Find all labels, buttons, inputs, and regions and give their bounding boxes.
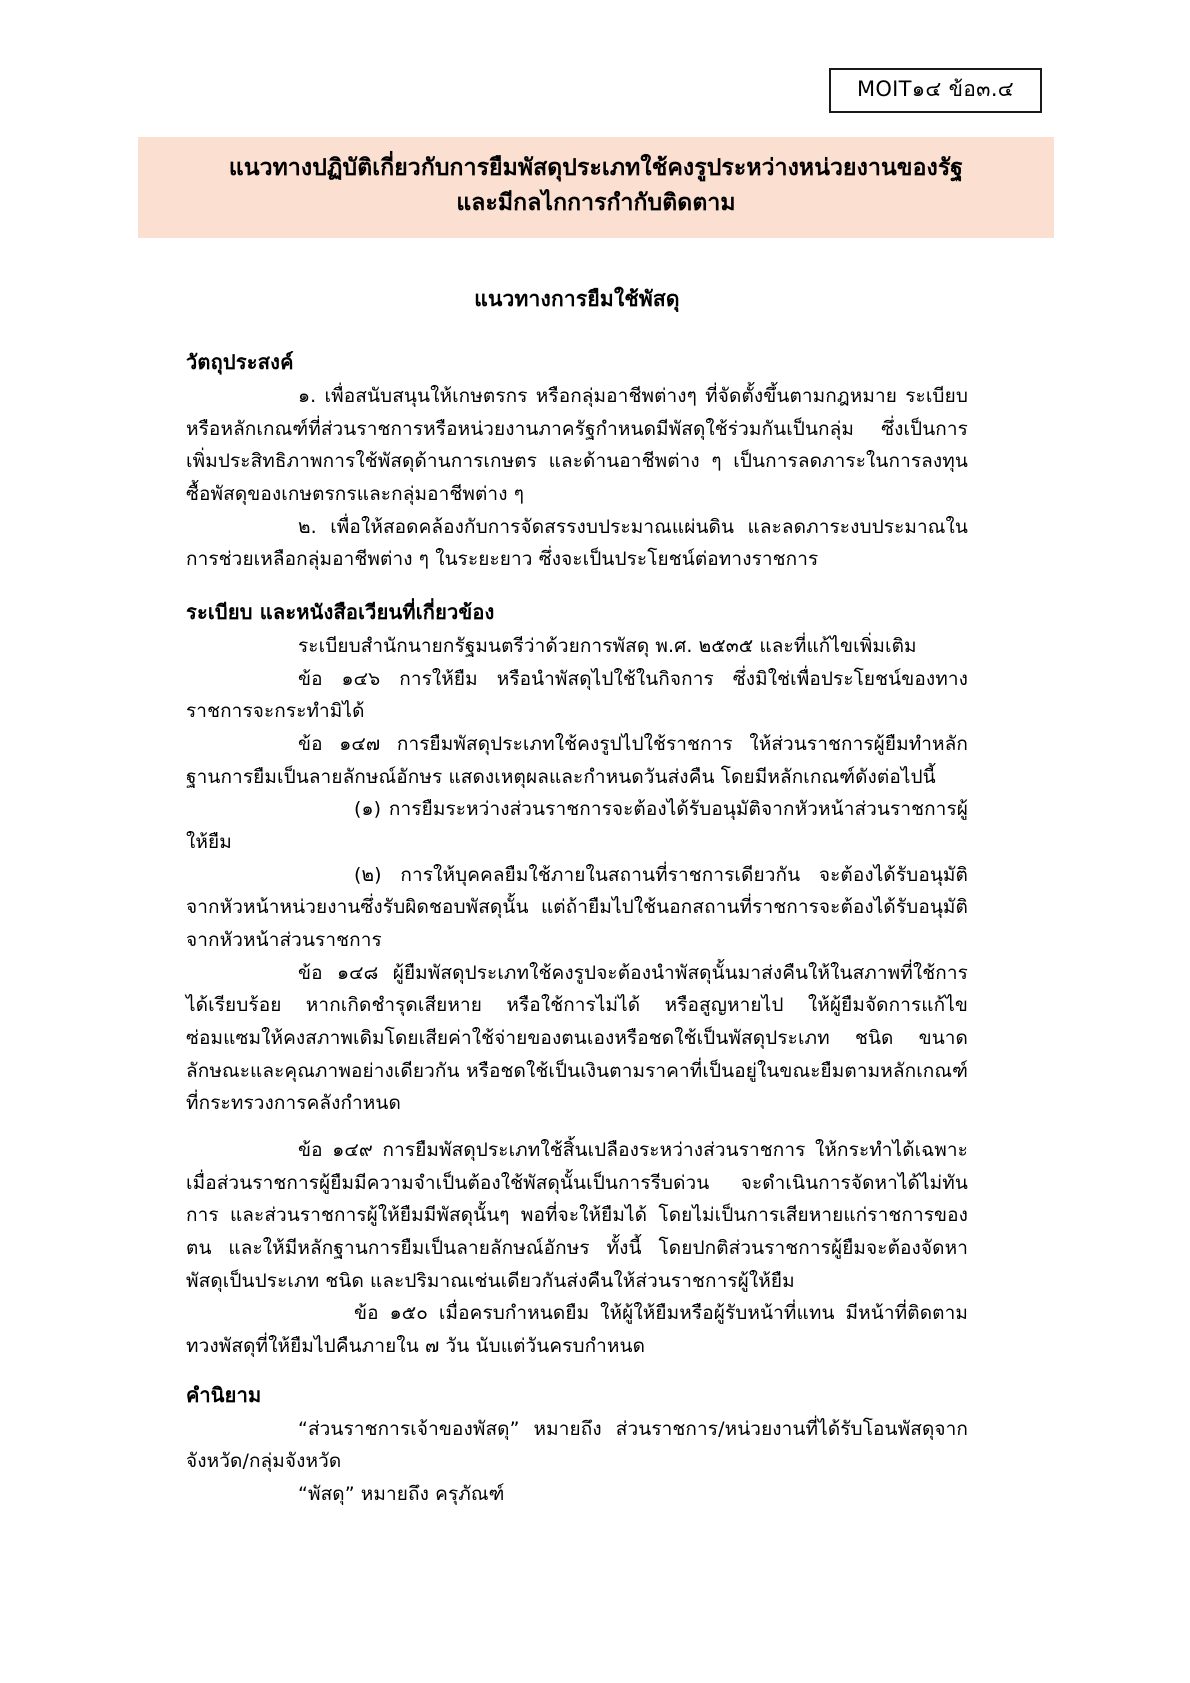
banner-title-line-1: แนวทางปฏิบัติเกี่ยวกับการยืมพัสดุประเภทใช้คงรูประหว่างหน่วยงานของรัฐ [228, 155, 964, 181]
title-banner [138, 137, 1054, 238]
clause-146: ข้อ ๑๔๖ การให้ยืม หรือนำพัสดุไปใช้ในกิจการ ซึ่งมิใช่เพื่อประโยชน์ของทางราชการจะกระทำมิได้ [186, 667, 968, 723]
objectives-item-1: ๑. เพื่อสนับสนุนให้เกษตรกร หรือกลุ่มอาชีพต่างๆ ที่จัดตั้งขึ้นตามกฎหมาย ระเบียบ หรือหลักเกณฑ์ที่ส่วนราชการหรือหน่วยงานภาครัฐกำหนดมีพัสดุใช้ร่วมกันเป็นกลุ่ม ซึ่งเป็นการเพิ่มประสิทธิภาพการใช้พัสดุด้านการเกษตร และด้านอาชีพต่าง ๆ เป็นการลดภาระในการลงทุนซื้อพัสดุของเกษตรกรและกลุ่มอาชีพต่าง ๆ [186, 385, 968, 506]
clause-149: ข้อ ๑๔๙ การยืมพัสดุประเภทใช้สิ้นเปลืองระหว่างส่วนราชการ ให้กระทำได้เฉพาะเมื่อส่วนราชการผู้ยืมมีความจำเป็นต้องใช้พัสดุนั้นเป็นการรีบด่วน จะดำเนินการจัดหาได้ไม่ทันการ และส่วนราชการผู้ให้ยืมมีพัสดุนั้นๆ พอที่จะให้ยืมได้ โดยไม่เป็นการเสียหายแก่ราชการของตน และให้มีหลักฐานการยืมเป็นลายลักษณ์อักษร ทั้งนี้ โดยปกติส่วนราชการผู้ยืมจะต้องจัดหาพัสดุเป็นประเภท ชนิด และปริมาณเช่นเดียวกันส่งคืนให้ส่วนราชการผู้ให้ยืม [186, 1139, 968, 1292]
clause-147: ข้อ ๑๔๗ การยืมพัสดุประเภทใช้คงรูปไปใช้ราชการ ให้ส่วนราชการผู้ยืมทำหลักฐานการยืมเป็นลายลักษณ์อักษร แสดงเหตุผลและกำหนดวันส่งคืน โดยมีหลักเกณฑ์ดังต่อไปนี้ [186, 733, 968, 788]
definition-2: “พัสดุ” หมายถึง ครุภัณฑ์ [298, 1483, 505, 1506]
clause-148: ข้อ ๑๔๘ ผู้ยืมพัสดุประเภทใช้คงรูปจะต้องนำพัสดุนั้นมาส่งคืนให้ในสภาพที่ใช้การได้เรียบร้อย หากเกิดชำรุดเสียหาย หรือใช้การไม่ได้ หรือสูญหายไป ให้ผู้ยืมจัดการแก้ไขซ่อมแซมให้คงสภาพเดิมโดยเสียค่าใช้จ่ายของตนเองหรือชดใช้เป็นพัสดุประเภท ชนิด ขนาด ลักษณะและคุณภาพอย่างเดียวกัน หรือชดใช้เป็นเงินตามราคาที่เป็นอยู่ในขณะยืมตามหลักเกณฑ์ที่กระทรวงการคลังกำหนด [186, 961, 968, 1115]
clause-147-sub-1: (๑) การยืมระหว่างส่วนราชการจะต้องได้รับอนุมัติจากหัวหน้าส่วนราชการผู้ให้ยืม [186, 798, 968, 854]
section-title-objectives: วัตถุประสงค์ [186, 350, 294, 374]
definition-1: “ส่วนราชการเจ้าของพัสดุ” หมายถึง ส่วนราชการ/หน่วยงานที่ได้รับโอนพัสดุจากจังหวัด/กลุ่มจังหวัด [186, 1417, 968, 1473]
page-title: แนวทางการยืมใช้พัสดุ [474, 287, 680, 311]
regulations-intro: ระเบียบสำนักนายกรัฐมนตรีว่าด้วยการพัสดุ พ.ศ. ๒๕๓๕ และที่แก้ไขเพิ่มเติม [298, 635, 917, 658]
document-body [186, 283, 968, 1511]
banner-title-line-2: และมีกลไกการกำกับติดตาม [456, 189, 736, 216]
document-code-stamp [829, 68, 1042, 113]
clause-147-sub-2: (๒) การให้บุคคลยืมใช้ภายในสถานที่ราชการเดียวกัน จะต้องได้รับอนุมัติจากหัวหน้าหน่วยงานซึ่งรับผิดชอบพัสดุนั้น แต่ถ้ายืมไปใช้นอกสถานที่ราชการจะต้องได้รับอนุมัติจากหัวหน้าส่วนราชการ [186, 863, 968, 952]
clause-150: ข้อ ๑๕๐ เมื่อครบกำหนดยืม ให้ผู้ให้ยืมหรือผู้รับหน้าที่แทน มีหน้าที่ติดตามทวงพัสดุที่ให้ยืมไปคืนภายใน ๗ วัน นับแต่วันครบกำหนด [186, 1302, 968, 1358]
section-title-regulations: ระเบียบ และหนังสือเวียนที่เกี่ยวข้อง [186, 600, 495, 625]
section-title-definitions: คำนิยาม [186, 1382, 262, 1407]
document-code-text: MOIT๑๔ ข้อ๓.๔ [829, 68, 1042, 113]
objectives-item-2: ๒. เพื่อให้สอดคล้องกับการจัดสรรงบประมาณแผ่นดิน และลดภาระงบประมาณในการช่วยเหลือกลุ่มอาชีพต่าง ๆ ในระยะยาว ซึ่งจะเป็นประโยชน์ต่อทางราชการ [186, 515, 968, 571]
